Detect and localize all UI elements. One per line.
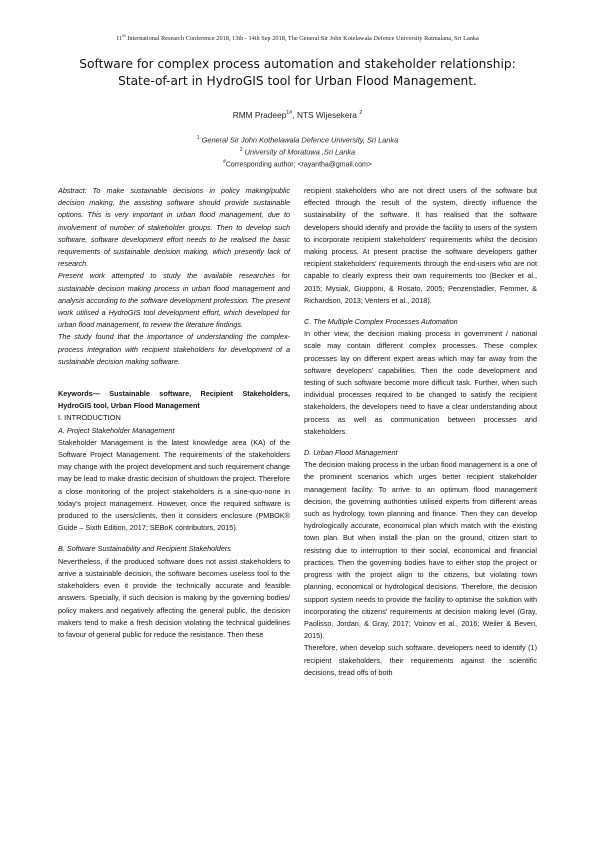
header-ordinal: 11: [116, 35, 123, 43]
subheading-a: A. Project Stakeholder Management: [58, 425, 175, 435]
right-column: [304, 185, 537, 679]
affiliation-2-sup: 2: [239, 147, 243, 153]
author-1-sup: 1#: [286, 110, 293, 117]
keywords-text: — Sustainable software, Recipient Stakeholders, HydroGIS tool, Urban Flood Management: [58, 389, 290, 411]
paragraph-e: Therefore, when develop such software, developers need to identify (1) recipient stakeholders, their requirements against the scientific decisions, tread offs of both: [304, 643, 537, 677]
corr-sup: #: [223, 159, 226, 165]
affiliation-1: [0, 135, 595, 144]
title-line-1: Software for complex process automation and stakeholder relationship:: [79, 57, 516, 71]
affiliation-1-text: General Sir John Kothelawala Defence University, Sri Lanka: [199, 135, 399, 145]
paragraph-c: In other view, the decision making process in government / national scale may contain different complex processes. These complex processes lay on different expert areas which may far away from the software developers’ capabilities. Then the code development and testing of such software become more difficult task. Further, when such individual processes required to be changed to satisfy the recipient stakeholders, the developers need to have a clear understanding about process as well as communication between processes and stakeholders.: [304, 329, 537, 436]
paragraph-b: Nevertheless, if the produced software does not assist stakeholders to arrive a sustainable decision, the software becomes useless tool to the stakeholders even it provide the technically accurate and feasible answers. Specially, if such decision is making by the governing bodies/ policy makers and negatively affecting the general public, the decision makers tend to make a fresh decision violating the technical guidelines to favour of general public for reduce the resistance. Then these: [58, 556, 290, 639]
affiliation-2-text: University of Moratuwa ,Sri Lanka: [242, 147, 356, 157]
left-column: [58, 185, 290, 641]
abstract-p2: Present work attempted to study the available researches for sustainable decision making process in urban flood management and analysis according to the software development profession. The present work utilised a HydroGIS tool development effort, which developed for urban flood management, to review the literature findings.: [58, 271, 290, 330]
abstract-label: Abstract: [58, 186, 85, 195]
abstract-p3: The study found that the importance of understanding the complex-process integration with recipient stakeholders for development of a sustainable decision making software.: [58, 332, 290, 366]
author-1: RMM Pradeep: [232, 110, 287, 120]
paragraph-d: The decision making process in the urban flood management is a one of the prominent scenarios which urges better recipient stakeholder management facility. To arrive to an optimum flood management decision, the governing authorities utilised experts from different areas such as hydrology, town planning and finance. Then they can develop hydrologically accurate, economical plan which match with the existing town plan. But when install the plan on the ground, citizen start to resisting due to interruption to their social, economical and financial practices. Then the governing bodies have to either stop the project or progress with the project align to the citizens, but violating town planning, economical or hydrological decisions. Therefore, the decision support system needs to provide the facility to optimise the solution with incorporating the citizens’ requirements at decision making level (Gray, Paolisso, Jordan, & Gray, 2017; Voinov et al., 2016; Weiler & Beven, 2015).: [304, 460, 537, 641]
abstract-p1: : To make sustainable decisions in policy making/public decision making, the assisting software should provide sustainable options. This is very important in urban flood management, due to involvement of number of stakeholder groups. Then to develop such software, software development effort needs to be realised the basic requirements of sustainable decision making, which presently lack of research.: [58, 186, 290, 269]
abstract: [58, 185, 290, 368]
subheading-b: B. Software Sustainability and Recipient Stakeholders: [58, 544, 231, 554]
affiliation-1-sup: 1: [196, 135, 200, 141]
paragraph-a: Stakeholder Management is the latest knowledge area (KA) of the Software Project Management. The requirements of the stakeholders may change with the project development and such requirement change may be lead to make drastic decision of shutdown the project. Therefore a close monitoring of the project stakeholders is a sine-quo-none in today’s project management. However, once the required software is produced to the users/clients, then it considers enclosure (PMBOK® Guide – Sixth Edition, 2017; SEBoK contributors, 2015).: [58, 437, 290, 533]
author-2-sup: 2: [359, 110, 363, 117]
author-list: [0, 110, 595, 120]
subheading-d: D. Urban Flood Management: [304, 448, 398, 458]
keywords-label: Keywords: [58, 389, 93, 399]
author-2: NTS Wijesekera: [296, 110, 360, 120]
author-separator: ,: [292, 110, 297, 120]
subheading-c: C. The Multiple Complex Processes Automation: [304, 317, 458, 327]
section-heading-introduction: I. INTRODUCTION: [58, 413, 121, 423]
paper-title: [40, 56, 555, 90]
corresponding-author: [0, 159, 595, 168]
paragraph-continued: recipient stakeholders who are not direct users of the software but effected through the result of the system, directly influence the sustainability of the software. It has realised that the software developers should identify and provide the facility to users of the system to incorporate recipient stakeholders’ requirements whilst the decision making process. At present practise the software developers gather recipient stakeholders’ requirements through the end-users who are not capable to clearly express their own requirements too (Becker et al., 2015; Mysiak, Giupponi, & Rosato, 2005; Penzenstadler, Femmer, & Richardson, 2013; Venters et al., 2018).: [304, 186, 537, 305]
header-ordinal-sup: th: [122, 33, 126, 38]
running-header: [0, 33, 595, 42]
header-text: International Research Conference 2018, 13th - 14th Sep 2018, The General Sir John Kotelawala Defence University Ratmalana, Sri Lanka: [125, 35, 479, 43]
corr-text: Corresponding author; <rayantha@gmail.com>: [225, 161, 372, 169]
title-line-2: State-of-art in HydroGIS tool for Urban Flood Management.: [118, 74, 477, 88]
keywords: [58, 388, 290, 412]
affiliation-2: [0, 147, 595, 156]
